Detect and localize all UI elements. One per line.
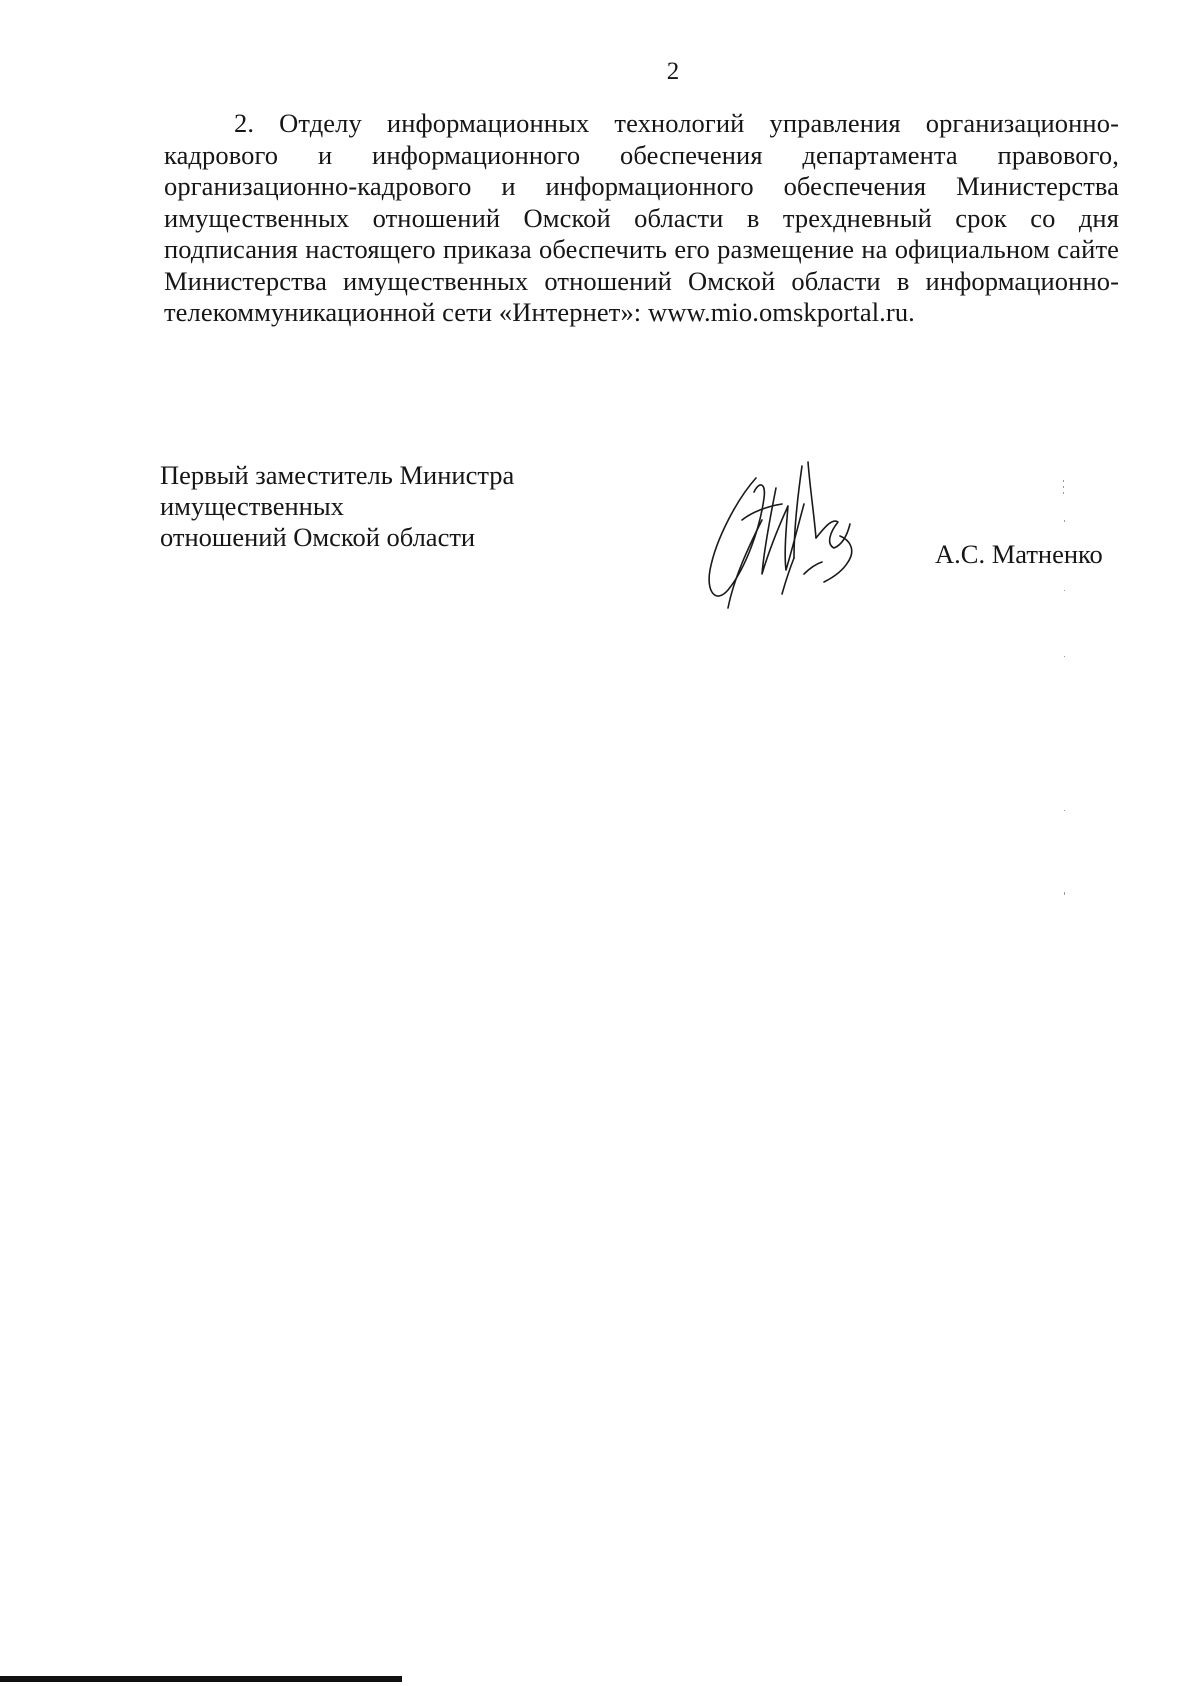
signatory-position-line-2: имущественных [160, 491, 344, 521]
signatory-position-line-1: Первый заместитель Министра [160, 460, 515, 490]
scan-edge-bar [0, 1676, 402, 1682]
signatory-position-line-3: отношений Омской области [160, 522, 476, 552]
scan-margin-specks [1062, 480, 1066, 900]
body-paragraph: 2. Отделу информационных технологий управления организационно-кадрового и информационного обеспечения департамента правового, организационно-кадрового и информационного обеспечения Министерства имущественных отношений Омской области в трехдневный срок со дня подписания настоящего приказа обеспечить его размещение на официальном сайте Министерства имущественных отношений Омской области в информационно-телекоммуникационной сети «Интернет»: www.mio.omskportal.ru. [164, 108, 1119, 327]
page-number: 2 [666, 58, 680, 85]
signatory-name: А.С. Матненко [935, 539, 1103, 569]
signatory-position [160, 460, 514, 553]
handwritten-signature [698, 458, 888, 618]
